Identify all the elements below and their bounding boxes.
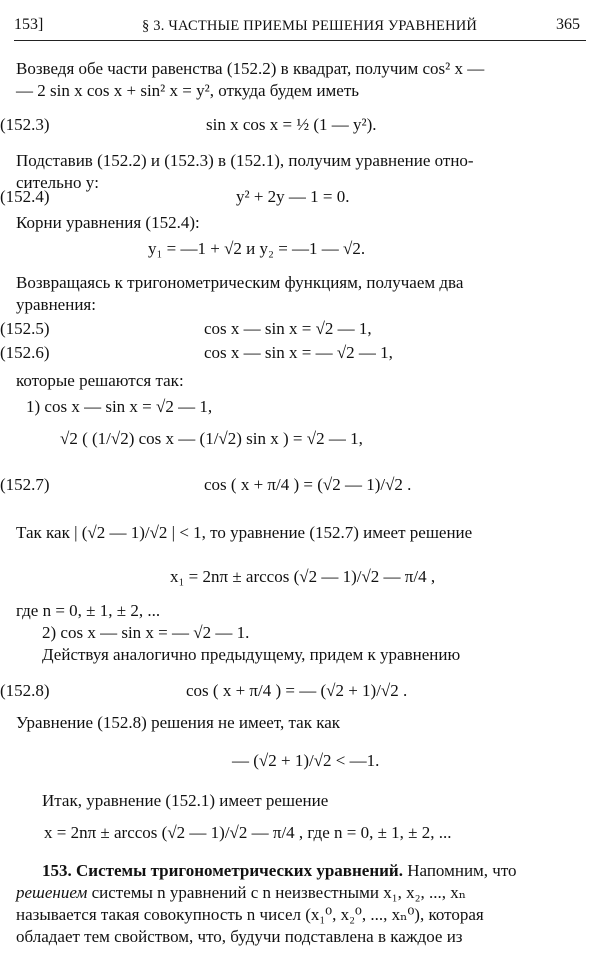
equation-number-152-4: (152.4) xyxy=(0,187,50,206)
text-line-25: Итак, уравнение (152.1) имеет решение xyxy=(42,791,329,810)
running-header-title: § 3. ЧАСТНЫЕ ПРИЕМЫ РЕШЕНИЯ УРАВНЕНИЙ xyxy=(142,18,478,34)
equation-number-152-8: (152.8) xyxy=(0,681,50,700)
case-1-transform: √2 ( (1/√2) cos x — (1/√2) sin x ) = √2 — 1, xyxy=(60,429,363,448)
emphasized-term: решением xyxy=(16,883,88,902)
general-solution: x = 2nπ ± arccos (√2 — 1)/√2 — π/4 , где n = 0, ± 1, ± 2, ... xyxy=(44,823,452,842)
case-2-equation: 2) cos x — sin x = — √2 — 1. xyxy=(42,623,250,642)
text-line-29: называется такая совокупность n чисел (x₁⁰, x₂⁰, ..., xₙ⁰), которая xyxy=(16,905,484,924)
text-line-21: Действуя аналогично предыдущему, придем к уравнению xyxy=(42,645,461,664)
page-number: 365 xyxy=(556,16,580,33)
equation-number-152-5: (152.5) xyxy=(0,319,50,338)
page-section-number: 153] xyxy=(14,16,44,33)
text-line-10: уравнения: xyxy=(16,295,96,314)
text-line-4: Подставив (152.2) и (152.3) в (152.1), получим уравнение отно- xyxy=(16,151,474,170)
equation-number-152-7: (152.7) xyxy=(0,475,50,494)
equation-152-3: sin x cos x = ½ (1 — y²). xyxy=(206,115,377,134)
equation-152-5: cos x — sin x = √2 — 1, xyxy=(204,319,372,338)
text-line-28 xyxy=(16,882,466,904)
equation-number-152-3: (152.3) xyxy=(0,115,50,134)
text-line-19: где n = 0, ± 1, ± 2, ... xyxy=(16,601,161,620)
inequality: — (√2 + 1)/√2 < —1. xyxy=(232,751,380,770)
equation-152-6: cos x — sin x = — √2 — 1, xyxy=(204,343,393,362)
equation-roots: y₁ = —1 + √2 и y₂ = —1 — √2. xyxy=(148,239,366,258)
equation-152-8: cos ( x + π/4 ) = — (√2 + 1)/√2 . xyxy=(186,681,408,700)
text-line-1: Возведя обе части равенства (152.2) в квадрат, получим cos² x — xyxy=(16,59,485,78)
text-line-7: Корни уравнения (152.4): xyxy=(16,213,200,232)
equation-number-152-6: (152.6) xyxy=(0,343,50,362)
text-line-2: — 2 sin x cos x + sin² x = y², откуда будем иметь xyxy=(16,81,360,100)
text-line-17: Так как | (√2 — 1)/√2 | < 1, то уравнение (152.7) имеет решение xyxy=(16,523,473,542)
text-line-23: Уравнение (152.8) решения не имеет, так как xyxy=(16,713,341,732)
solution-x1: x₁ = 2nπ ± arccos (√2 — 1)/√2 — π/4 , xyxy=(170,567,436,586)
case-1-equation: 1) cos x — sin x = √2 — 1, xyxy=(26,397,213,416)
text-line-30: обладает тем свойством, что, будучи подставлена в каждое из xyxy=(16,927,463,946)
text-line-28-rest: системы n уравнений с n неизвестными x₁, x₂, ..., xₙ xyxy=(87,883,467,902)
text-line-13: которые решаются так: xyxy=(16,371,184,390)
section-153-heading: 153. Системы тригонометрических уравнений. xyxy=(42,861,403,880)
section-153-start xyxy=(42,860,517,882)
text-line-9: Возвращаясь к тригонометрическим функциям, получаем два xyxy=(16,273,464,292)
section-153-text: Напомним, что xyxy=(402,861,517,880)
equation-152-4: y² + 2y — 1 = 0. xyxy=(236,187,350,206)
equation-152-7: cos ( x + π/4 ) = (√2 — 1)/√2 . xyxy=(204,475,412,494)
header-rule xyxy=(14,40,586,41)
text-line-5: сительно y: xyxy=(16,173,99,192)
